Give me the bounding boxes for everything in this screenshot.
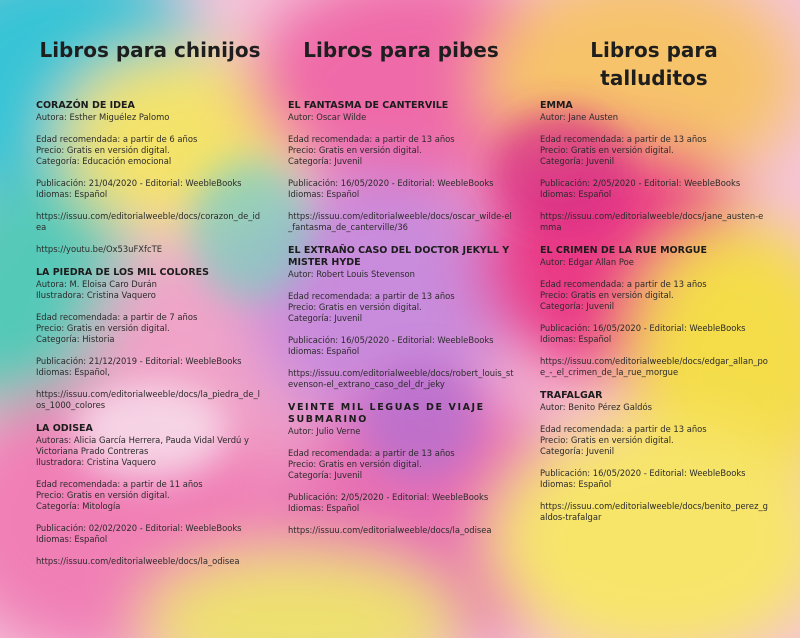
book-list (540, 100, 768, 523)
book-age: Edad recomendada: a partir de 13 años (540, 134, 707, 144)
book-link[interactable]: https://issuu.com/editorialweeble/docs/la_odisea (288, 525, 492, 535)
book-link[interactable]: https://issuu.com/editorialweeble/docs/edgar_allan_poe_-_el_crimen_de_la_rue_morgue (540, 356, 768, 377)
book-link[interactable]: https://issuu.com/editorialweeble/docs/oscar_wilde-el_fantasma_de_canterville/36 (288, 211, 512, 232)
book-link[interactable]: https://issuu.com/editorialweeble/docs/robert_louis_stevenson-el_extrano_caso_del_dr_jeky (288, 368, 514, 389)
book-publication: Publicación: 2/05/2020 - Editorial: WeebleBooks (540, 178, 741, 188)
book-illustrator: Ilustradora: Cristina Vaquero (36, 290, 156, 300)
book-category: Categoría: Juvenil (540, 301, 615, 311)
book-publication: Publicación: 16/05/2020 - Editorial: WeebleBooks (288, 178, 494, 188)
book-entry (540, 100, 768, 233)
book-price: Precio: Gratis en versión digital. (288, 302, 422, 312)
book-category: Categoría: Juvenil (288, 313, 363, 323)
book-link[interactable]: https://issuu.com/editorialweeble/docs/la_piedra_de_los_1000_colores (36, 389, 260, 410)
book-title: LA ODISEA (36, 423, 93, 434)
book-price: Precio: Gratis en versión digital. (36, 490, 170, 500)
book-publication: Publicación: 21/04/2020 - Editorial: WeebleBooks (36, 178, 242, 188)
book-price: Precio: Gratis en versión digital. (288, 459, 422, 469)
book-languages: Idiomas: Español (288, 503, 360, 513)
book-entry (36, 423, 264, 567)
book-link[interactable]: https://issuu.com/editorialweeble/docs/corazon_de_idea (36, 211, 261, 232)
book-category: Categoría: Juvenil (540, 156, 615, 166)
book-link[interactable]: https://issuu.com/editorialweeble/docs/jane_austen-emma (540, 211, 764, 232)
book-category: Categoría: Historia (36, 334, 115, 344)
book-authors: Autoras: Alicia García Herrera, Pauda Vidal Verdú y Victoriana Prado Contreras (36, 435, 249, 456)
book-title: EL FANTASMA DE CANTERVILE (288, 100, 449, 111)
book-authors: Autora: Esther Miguélez Palomo (36, 112, 170, 122)
book-video-link[interactable]: https://youtu.be/Ox53uFXfcTE (36, 244, 162, 254)
book-authors: Autor: Jane Austen (540, 112, 619, 122)
book-languages: Idiomas: Español (288, 346, 360, 356)
book-age: Edad recomendada: a partir de 13 años (540, 279, 707, 289)
book-age: Edad recomendada: a partir de 6 años (36, 134, 198, 144)
book-age: Edad recomendada: a partir de 7 años (36, 312, 198, 322)
column-title: Libros para chinijos (39, 38, 261, 62)
book-price: Precio: Gratis en versión digital. (540, 290, 674, 300)
book-entry (288, 100, 514, 233)
book-category: Categoría: Mitología (36, 501, 121, 511)
book-languages: Idiomas: Español (540, 334, 612, 344)
book-category: Categoría: Educación emocional (36, 156, 172, 166)
book-category: Categoría: Juvenil (288, 156, 363, 166)
book-languages: Idiomas: Español (36, 189, 108, 199)
book-publication: Publicación: 16/05/2020 - Editorial: WeebleBooks (288, 335, 494, 345)
book-age: Edad recomendada: a partir de 13 años (288, 134, 455, 144)
book-link[interactable]: https://issuu.com/editorialweeble/docs/la_odisea (36, 556, 240, 566)
book-age: Edad recomendada: a partir de 11 años (36, 479, 203, 489)
book-languages: Idiomas: Español (36, 534, 108, 544)
book-title: EL EXTRAÑO CASO DEL DOCTOR JEKYLL Y MISTER HYDE (288, 245, 510, 268)
book-authors: Autor: Robert Louis Stevenson (288, 269, 415, 279)
book-link[interactable]: https://issuu.com/editorialweeble/docs/benito_perez_galdos-trafalgar (540, 501, 768, 522)
book-category: Categoría: Juvenil (540, 446, 615, 456)
book-age: Edad recomendada: a partir de 13 años (540, 424, 707, 434)
book-title: TRAFALGAR (540, 390, 603, 401)
book-price: Precio: Gratis en versión digital. (36, 145, 170, 155)
book-entry (540, 245, 768, 378)
book-price: Precio: Gratis en versión digital. (36, 323, 170, 333)
book-languages: Idiomas: Español, (36, 367, 110, 377)
book-authors: Autora: M. Eloisa Caro Durán (36, 279, 157, 289)
book-entry (540, 390, 768, 523)
book-publication: Publicación: 2/05/2020 - Editorial: WeebleBooks (288, 492, 489, 502)
book-age: Edad recomendada: a partir de 13 años (288, 291, 455, 301)
book-title: EMMA (540, 100, 573, 111)
book-entry (288, 402, 514, 536)
book-illustrator: Ilustradora: Cristina Vaquero (36, 457, 156, 467)
book-list (288, 100, 514, 536)
book-authors: Autor: Edgar Allan Poe (540, 257, 634, 267)
book-price: Precio: Gratis en versión digital. (540, 145, 674, 155)
book-publication: Publicación: 16/05/2020 - Editorial: WeebleBooks (540, 323, 746, 333)
book-category: Categoría: Juvenil (288, 470, 363, 480)
book-authors: Autor: Julio Verne (288, 426, 361, 436)
book-languages: Idiomas: Español (540, 189, 612, 199)
book-title: VEINTE MIL LEGUAS DE VIAJE SUBMARINO (288, 402, 485, 425)
book-authors: Autor: Oscar Wilde (288, 112, 367, 122)
book-price: Precio: Gratis en versión digital. (540, 435, 674, 445)
book-list (36, 100, 264, 567)
book-authors: Autor: Benito Pérez Galdós (540, 402, 652, 412)
book-languages: Idiomas: Español (288, 189, 360, 199)
book-age: Edad recomendada: a partir de 13 años (288, 448, 455, 458)
book-publication: Publicación: 16/05/2020 - Editorial: WeebleBooks (540, 468, 746, 478)
book-entry (36, 100, 264, 255)
book-entry (288, 245, 514, 390)
book-publication: Publicación: 21/12/2019 - Editorial: WeebleBooks (36, 356, 242, 366)
book-price: Precio: Gratis en versión digital. (288, 145, 422, 155)
book-title: LA PIEDRA DE LOS MIL COLORES (36, 267, 210, 278)
column-title: Libros para talluditos (590, 38, 718, 90)
column-title: Libros para pibes (303, 38, 499, 62)
book-title: CORAZÓN DE IDEA (36, 100, 135, 111)
book-title: EL CRIMEN DE LA RUE MORGUE (540, 245, 707, 256)
book-entry (36, 267, 264, 411)
book-languages: Idiomas: Español (540, 479, 612, 489)
book-publication: Publicación: 02/02/2020 - Editorial: WeebleBooks (36, 523, 242, 533)
